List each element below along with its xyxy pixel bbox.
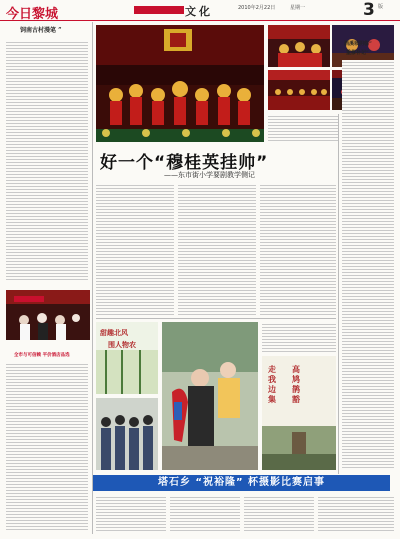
photo-caption-box-text [262,322,336,352]
family-photo-art [162,322,258,470]
left-bottom-headline: 全市与可信赖 平价酒店品选 [14,353,70,358]
small-photo-3-art [268,70,330,110]
left-photo-art [6,290,90,340]
calligraphy-line-2: 围人物农 [108,340,136,349]
calligraphy-col-1: 走 我 边 集 [268,364,276,404]
photo-caption-box [262,322,336,352]
main-article-col-2 [178,183,256,315]
left-photo-wedding [6,290,90,340]
main-article-col-3 [260,183,336,315]
left-top-headline: 饲南古村漫笔 ” [20,27,62,34]
issue-date: 2010年2月22日 [238,5,276,11]
section-divider [96,318,336,319]
main-article-col-1 [96,183,174,315]
right-headline-2: 重修补记” [346,50,369,56]
page-label: 版 [378,4,384,10]
small-photo-1-art [268,25,330,67]
scenery-art [262,426,336,470]
small-photo-3 [268,70,330,110]
column-divider-left [92,22,93,534]
family-parrot-photo [162,322,258,470]
issue-weekday: 星期一 [290,5,306,11]
calligraphy-photo-top [96,322,158,394]
calligraphy-line-1: 甜趣北风 [100,328,128,337]
banner-article-col-1 [96,495,166,533]
main-headline: 好一个“穆桂英挂帅” [100,153,269,173]
calligraphy-col-2: 高 鸠 鹊 豁 [292,364,300,404]
column-divider-right [338,114,339,474]
right-column-article-text [342,60,394,470]
banner-article-col-4 [318,495,394,533]
newspaper-logo: 今日黎城 [6,7,59,22]
small-photo-1 [268,25,330,67]
stage-performance-photo [96,25,264,142]
banner-article-col-3 [244,495,314,533]
crowd-photo-art [96,398,158,470]
left-bottom-article-text [6,362,88,532]
masthead-red-bar [134,6,184,14]
page-number: 3 [363,0,375,20]
right-headline-1: 酒溪城阴临” [344,41,372,47]
main-subheadline: ——东市街小学要剧教学侧记 [164,171,255,179]
stage-photo-art [96,25,264,142]
section-title: 文化 [185,5,213,18]
calligraphy-photo-right [262,356,336,470]
photo-contest-banner: 塔石乡 “祝裕隆” 杯摄影比赛启事 [93,475,390,491]
photo-caption-text [268,114,338,142]
left-top-article-text [6,40,88,280]
banner-article-col-2 [170,495,240,533]
crowd-photo [96,398,158,470]
bamboo-art [96,350,158,394]
